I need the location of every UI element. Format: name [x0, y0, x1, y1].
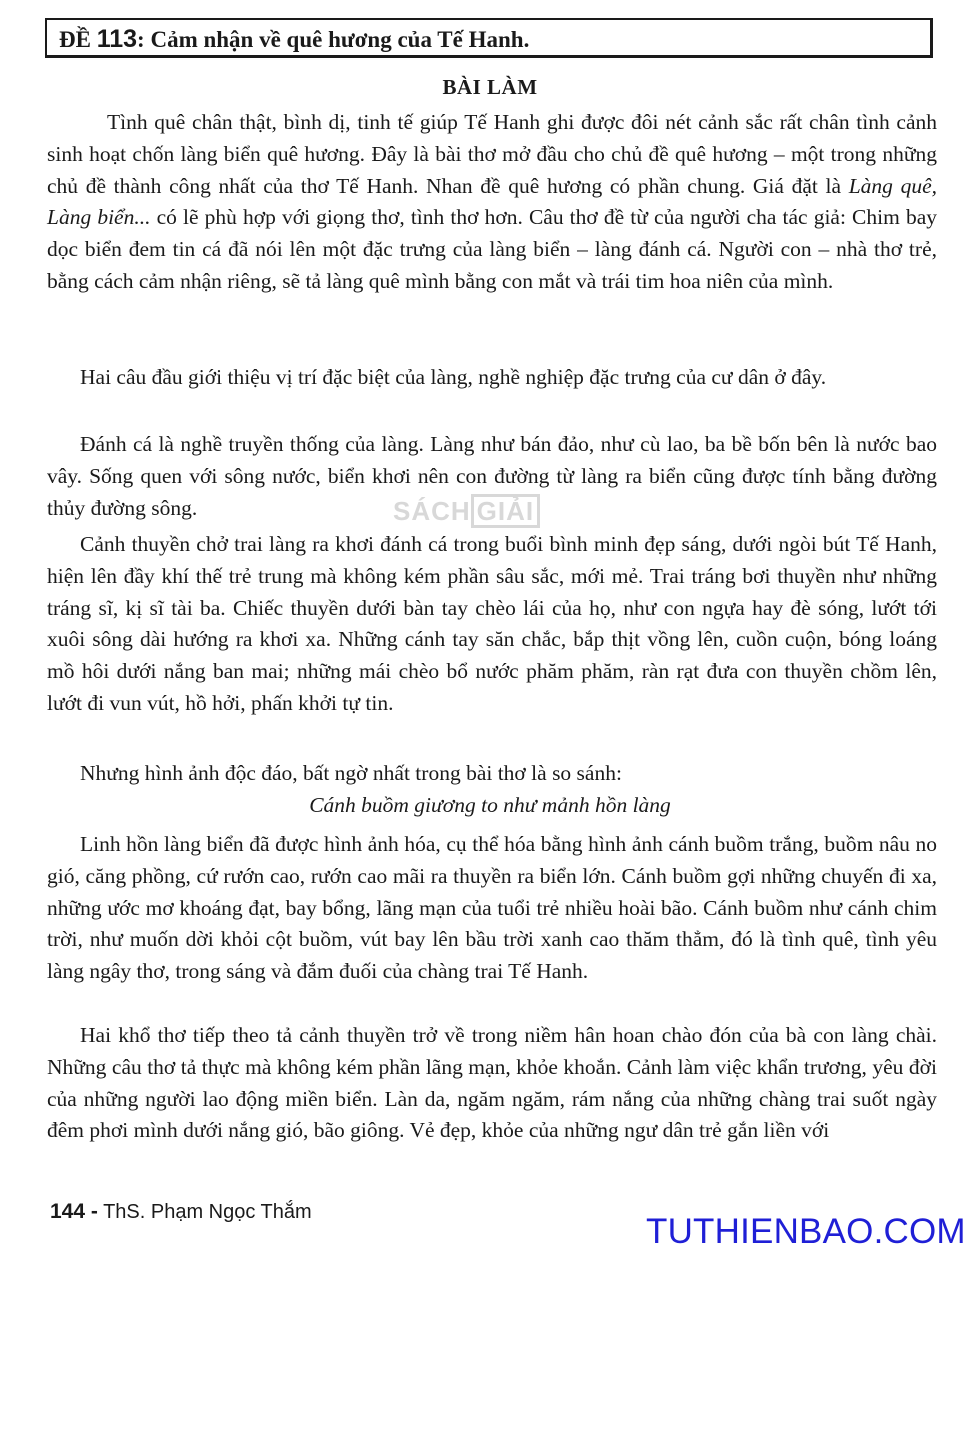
paragraph-5: Nhưng hình ảnh độc đáo, bất ngờ nhất trong bài thơ là so sánh: [80, 761, 622, 785]
page-number: 144 - [50, 1200, 98, 1223]
section-heading: BÀI LÀM [442, 75, 538, 99]
author-name: ThS. Phạm Ngọc Thắm [103, 1201, 312, 1223]
paragraph-1-text-end: có lẽ phù hợp với giọng thơ, tình thơ hơn. Câu thơ đề từ của người cha tác giả: Chim bay dọc biển đem tin cá đã nói lên một đặc trưng của làng biển – làng đánh cá. Người con – nhà thơ trẻ, bằng cách cảm nhận riêng, sẽ tả làng quê mình bằng con mắt và trái tim hoa niên của mình. [47, 205, 937, 293]
title-box [45, 18, 933, 58]
page-footer [50, 1200, 312, 1224]
paragraph-2: Hai câu đầu giới thiệu vị trí đặc biệt của làng, nghề nghiệp đặc trưng của cư dân ở đây. [80, 365, 827, 389]
site-label: TUTHIENBAO.COM [646, 1212, 966, 1251]
paragraph-4: Cảnh thuyền chở trai làng ra khơi đánh cá trong buổi bình minh đẹp sáng, dưới ngòi bút Tế Hanh, hiện lên đầy khí thế trẻ trung mà không kém phần sâu sắc, mới mẻ. Trai tráng bơi thuyền như những tráng sĩ, kị sĩ tài ba. Chiếc thuyền dưới bàn tay chèo lái của họ, như con ngựa hay đè sóng, lướt tới xuôi sông dài hướng ra khơi xa. Những cánh tay săn chắc, bắp thịt vồng lên, cuồn cuộn, bóng loáng mồ hôi dưới nắng ban mai; những mái chèo bổ nước phăm phăm, ràn rạt đưa con thuyền chồm lên, lướt đi vun vút, hồ hởi, phấn khởi tự tin. [47, 532, 937, 715]
paragraph-6: Linh hồn làng biển đã được hình ảnh hóa, cụ thể hóa bằng hình ảnh cánh buồm trắng, buồm nâu no gió, căng phồng, cứ rướn cao, rướn cao mãi ra thuyền ra biển lớn. Cánh buồm gợi những chuyến đi xa, những ước mơ khoáng đạt, bay bổng, lãng mạn của tuổi trẻ nhiều hoài bão. Cánh buồm như cánh chim trời, như muốn dời khỏi cột buồm, vút bay lên bầu trời xanh cao thăm thẳm, đó là tình quê, tình yêu làng ngây thơ, trong sáng và đắm đuối của chàng trai Tế Hanh. [47, 832, 937, 984]
paragraph-3: Đánh cá là nghề truyền thống của làng. Làng như bán đảo, như cù lao, ba bề bốn bên là nước bao vây. Sống quen với sông nước, biển khơi nên con đường từ làng ra biển cũng được tính bằng đường thủy đường sông. [47, 432, 937, 520]
paragraph-1-text: Tình quê chân thật, bình dị, tinh tế giúp Tế Hanh ghi được đôi nét cảnh sắc rất chân tình cảnh sinh hoạt chốn làng biển quê hương. Đây là bài thơ mở đầu cho chủ đề quê hương – một trong những chủ đề thành công nhất của thơ Tế Hanh. Nhan đề quê hương có phần chung. Giá đặt là [47, 110, 937, 198]
title-prefix: ĐỀ [59, 27, 91, 52]
watermark-right: GIẢI [471, 494, 540, 528]
title-text: : Cảm nhận về quê hương của Tế Hanh. [137, 27, 530, 52]
watermark-left: SÁCH [393, 496, 471, 526]
verse-quote: Cánh buồm giương to như mảnh hồn làng [309, 793, 671, 817]
paragraph-1-italic: Làng quê, Làng biển... [47, 173, 938, 230]
paragraph-1 [47, 107, 937, 298]
exercise-number: 113 [96, 25, 138, 53]
paragraph-7: Hai khổ thơ tiếp theo tả cảnh thuyền trở về trong niềm hân hoan chào đón của bà con làng chài. Những câu thơ tả thực mà không kém phần lãng mạn, khỏe khoắn. Cảnh làm việc khẩn trương, yêu đời của những người lao động miền biển. Làn da, ngăm ngăm, rám nắng của những chàng trai suốt ngày đêm phơi mình dưới nắng gió, bão giông. Vẻ đẹp, khỏe của những ngư dân trẻ gắn liền với [47, 1023, 937, 1143]
exercise-title [59, 25, 529, 54]
